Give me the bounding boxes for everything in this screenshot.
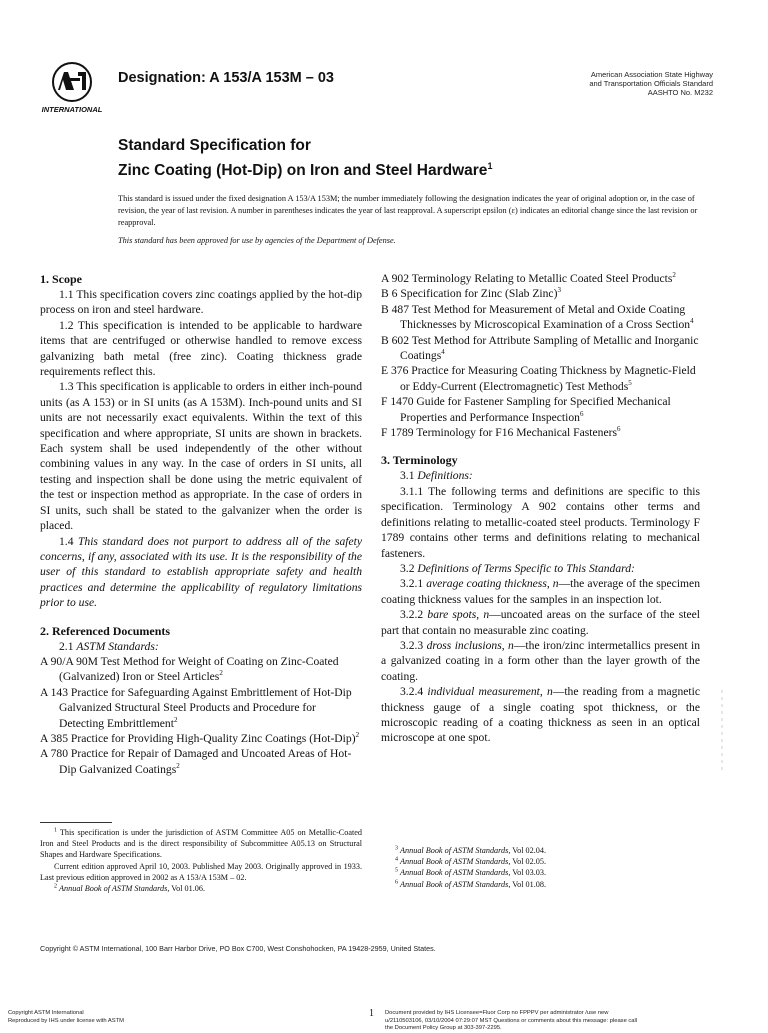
reference-item: A 902 Terminology Relating to Metallic Coated Steel Products$^2$: [381, 271, 676, 285]
reference-item: B 602 Test Method for Attribute Sampling of Metallic and Inorganic Coatings$^4$: [381, 333, 699, 363]
right-column: [381, 271, 700, 746]
reference-item: F 1789 Terminology for F16 Mechanical Fasteners$^6$: [381, 425, 621, 440]
definition-item: 3.2.3 dross inclusions, n—the iron/zinc intermetallics present in a galvanized coating in a form other than the layer growth of the coating.: [381, 638, 700, 683]
left-column: [40, 271, 362, 777]
definition-item: 3.2.2 bare spots, n—uncoated areas on the surface of the steel part that contain no measurable zinc coating.: [381, 608, 701, 637]
footnote-1-edition: Current edition approved April 10, 2003. Published May 2003. Originally approved in 1933. Last previous edition approved in 2002 as A 153/A 153M – 02.: [40, 861, 362, 882]
astm-logo-icon: [34, 60, 110, 116]
reference-item: E 376 Practice for Measuring Coating Thickness by Magnetic-Field or Eddy-Current (Electromagnetic) Test Methods$^5$: [381, 364, 696, 393]
provider-note: Document provided by IHS Licensee=Fluor Corp no FPPPV per administrator /use new u/2110503106, 03/10/2004 07:29:07 MST Questions or comments about this message: please call the Document Policy Group at 303-397-2295.: [385, 1010, 638, 1032]
footnote-divider: [40, 822, 112, 823]
paragraph-1-2: 1.2 This specification is intended to be applicable to hardware items that are centrifuged or otherwise handled to remove excess galvanizing bath metal (free zinc). Coating thickness grade requirements reflect this.: [40, 318, 362, 379]
license-line: Copyright ASTM International: [8, 1010, 84, 1016]
title-line-1: Standard Specification for: [118, 137, 311, 154]
aashto-line: AASHTO No. M232: [647, 88, 713, 97]
footnote-2: $^2$ Annual Book of ASTM Standards, Vol 01.06.: [54, 883, 205, 894]
paragraph-1-4: 1.4 This standard does not purport to address all of the safety concerns, if any, associated with its use. It is the responsibility of the user of this standard to establish appropriate safety and health practices and determine the applicability of regulatory limitations prior to use.: [40, 534, 363, 610]
paragraph-2-1: 2.1 ASTM Standards:: [59, 639, 159, 653]
copyright-line: Copyright © ASTM International, 100 Barr Harbor Drive, PO Box C700, West Conshohocken, PA 19428-2959, United States.: [40, 944, 436, 953]
title-line-2: Zinc Coating (Hot-Dip) on Iron and Steel Hardware$^1$: [118, 161, 493, 180]
reference-item: A 385 Practice for Providing High-Quality Zinc Coatings $(Hot-Dip)^2$: [40, 731, 360, 745]
footnote-4: $^4$ Annual Book of ASTM Standards, Vol 02.05.: [395, 856, 546, 867]
reference-item: B 487 Test Method for Measurement of Metal and Oxide Coating Thicknesses by Microscopical Examination of a Cross Section$^4$: [381, 302, 694, 332]
license-note: [8, 1010, 124, 1025]
paragraph-3-1: 3.1 Definitions:: [400, 469, 473, 483]
aashto-note: [589, 70, 713, 97]
definition-item: 3.2.1 average coating thickness, n—the average of the specimen coating thickness values for the samples in an inspection lot.: [381, 577, 701, 606]
reference-item: A 780 Practice for Repair of Damaged and Uncoated Areas of Hot-Dip Galvanized Coatings$^2$: [40, 747, 352, 776]
footnote-1: $^1$ This specification is under the jurisdiction of ASTM Committee A05 on Metallic-Coated Iron and Steel Products and is the direct responsibility of Subcommittee A05.13 on Structural Shapes and Hardware Specifications.: [40, 827, 362, 860]
logo-text: INTERNATIONAL: [41, 105, 103, 114]
license-line: Reproduced by IHS under license with ASTM: [8, 1017, 124, 1024]
footnote-6: $^6$ Annual Book of ASTM Standards, Vol 01.08.: [395, 878, 546, 889]
designation: Designation: A 153/A 153M – 03: [118, 70, 334, 86]
reference-item: F 1470 Guide for Fastener Sampling for Specified Mechanical Properties and Performance Inspection$^6$: [381, 395, 671, 424]
footnote-marker: 1: [487, 161, 493, 171]
paragraph-1-3: 1.3 This specification is applicable to orders in either inch-pound units (as A 153) or in SI units (as A 153M). Inch-pound units and SI units are not necessarily exact equivalents. Within the text of this specification and where appropriate, SI units are shown in brackets. Each system shall be used independently of the other without combining values in any way. In the case of orders in SI units, all testing and inspection shall be done using the metric equivalent of the test or inspection method as appropriate. In the case of orders in SI units, such shall be stated to the galvanizer when the order is placed.: [40, 380, 362, 533]
paragraph-3-1-1: 3.1.1 The following terms and definitions are specific to this specification. Terminology A 902 contains other terms and definitions relating to metallic-coated steel products. Terminology F 1789 contains other terms and definitions relating to mechanical fasteners.: [381, 484, 700, 560]
footnote-5: $^5$ Annual Book of ASTM Standards, Vol 03.03.: [395, 867, 546, 878]
aashto-line: American Association State Highway: [590, 70, 713, 79]
definition-item: 3.2.4 individual measurement, n—the reading from a magnetic thickness gauge of a single coating spot thickness, or the microscopic reading of a coating thickness as seen in an optical microscope at one spot.: [381, 685, 700, 745]
margin-stamp-icon: [718, 690, 726, 770]
reference-item: A 143 Practice for Safeguarding Against Embrittlement of Hot-Dip Galvanized Structural Steel Products and Procedure for Detecting Embrittlement$^2$: [40, 685, 352, 730]
page-number: 1: [369, 1008, 374, 1019]
footnotes-right: [381, 845, 700, 890]
section-heading-scope: 1. Scope: [40, 272, 82, 286]
issuance-text: This standard is issued under the fixed designation A 153/A 153M; the number immediately following the designation indicates the year of original adoption or, in the case of revision, the year of last revision. A number in parentheses indicates the year of last reapproval. A superscript epsilon (ε) indicates an editorial change since the last revision or reapproval.: [118, 194, 698, 227]
section-heading-terminology: 3. Terminology: [381, 453, 458, 468]
issuance-note: [118, 193, 714, 247]
footnote-3: $^3$ Annual Book of ASTM Standards, Vol 02.04.: [395, 845, 546, 855]
paragraph-1-1: 1.1 This specification covers zinc coatings applied by the hot-dip process on iron and steel hardware.: [40, 288, 362, 317]
reference-item: A 90/A 90M Test Method for Weight of Coating on Zinc-Coated (Galvanized) Iron or Steel Articles$^2$: [40, 654, 339, 684]
paragraph-3-2: 3.2 Definitions of Terms Specific to This Standard:: [400, 561, 635, 575]
footnotes-left: [40, 822, 362, 894]
section-heading-referenced-documents: 2. Referenced Documents: [40, 623, 171, 638]
reference-item: B 6 Specification for Zinc (Slab Zinc)$^3$: [381, 286, 561, 301]
page-title: [118, 136, 492, 181]
aashto-line: and Transportation Officials Standard: [589, 79, 713, 88]
dod-approval: This standard has been approved for use by agencies of the Department of Defense.: [118, 236, 396, 245]
